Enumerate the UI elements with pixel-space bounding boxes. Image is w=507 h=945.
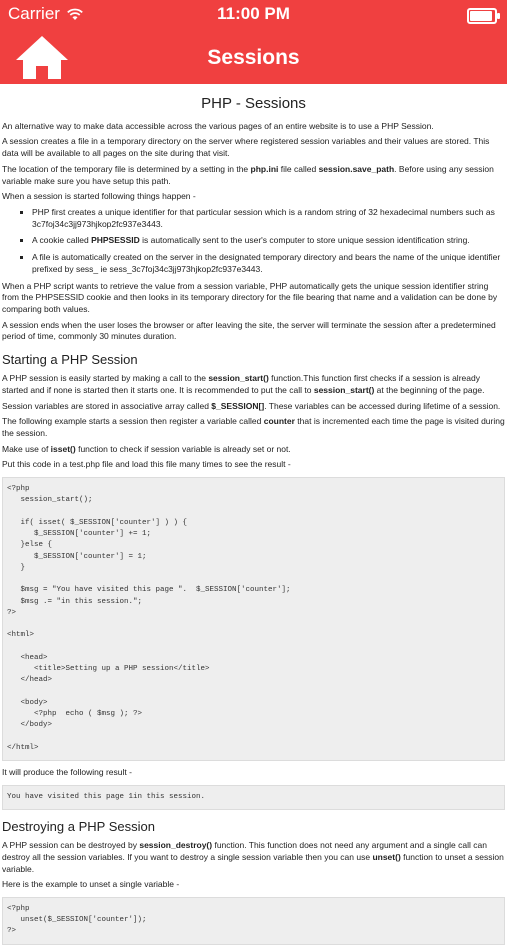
result-block: You have visited this page 1in this session. [2, 785, 505, 810]
carrier-label: Carrier [8, 4, 60, 23]
code-block-session-start: <?php session_start(); if( isset( $_SESSION['counter'] ) ) { $_SESSION['counter'] += 1; }else { $_SESSION['counter'] = 1; } $msg = "You have visited this page ". $_SESSION['counter']; $msg .= "in this session."; ?> <html> <head> <title>Setting up a PHP session</title> </head> <body> <?php echo ( $msg ); ?> </body> </html> [2, 477, 505, 761]
article-content [0, 94, 507, 945]
intro-paragraph: A session creates a file in a temporary directory on the server where registered session variables and their values are stored. This data will be available to all pages on the site during that visit. [2, 136, 490, 159]
when-started-paragraph: When a session is started following things happen - [2, 191, 196, 202]
status-bar [0, 0, 507, 30]
session-steps-list [2, 207, 505, 276]
session-ends-paragraph: A session ends when the user loses the browser or after leaving the site, the server will terminate the session after a predetermined period of time, commonly 30 minutes duration. [2, 319, 496, 342]
battery-level [470, 11, 492, 21]
intro-paragraph: An alternative way to make data accessible across the various pages of an entire website is to use a PHP Session. [2, 120, 434, 131]
paragraph: Put this code in a test.php file and load this file many times to see the result - [2, 459, 291, 470]
code-block-unset: <?php unset($_SESSION['counter']); ?> [2, 897, 505, 945]
battery-icon [467, 8, 497, 24]
section-heading-starting: Starting a PHP Session [2, 352, 138, 368]
paragraph: A PHP session can be destroyed by session_destroy() function. This function does not need any argument and a single call can destroy all the session variables. If you want to destroy a single session variable then you can use unset() function to unset a session variable. [2, 840, 504, 874]
result-intro: It will produce the following result - [2, 767, 132, 778]
page-title: PHP - Sessions [201, 95, 306, 112]
retrieve-paragraph: When a PHP script wants to retrieve the value from a session variable, PHP automatically gets the unique session identifier string from the PHPSESSID cookie and then looks in its temporary directory for the file bearing that name and a validation can be done by comparing both values. [2, 280, 498, 315]
list-item: ▪ A cookie called PHPSESSID is automatically sent to the user's computer to store unique session identification string. [32, 235, 505, 247]
paragraph: The following example starts a session then register a variable called counter that is incremented each time the page is visited during the session. [2, 416, 505, 438]
paragraph: A PHP session is easily started by making a call to the session_start() function.This function first checks if a session is already started and if none is started then it starts one. It is recommended to put the call to session_start() at the beginning of the page. [2, 373, 485, 395]
section-heading-destroying: Destroying a PHP Session [2, 819, 155, 835]
status-time: 11:00 PM [217, 4, 290, 23]
paragraph: Here is the example to unset a single variable - [2, 879, 180, 890]
list-item: ▪ PHP first creates a unique identifier for that particular session which is a random string of 32 hexadecimal numbers such as 3c7foj34c3jj973hjkop2fc937e3443. [32, 207, 505, 230]
app-header [0, 0, 507, 84]
list-item: ▪ A file is automatically created on the server in the designated temporary directory and bears the name of the unique identifier prefixed by sess_ ie sess_3c7foj34c3jj973hjkop2fc937e3443. [32, 252, 505, 275]
location-paragraph: The location of the temporary file is determined by a setting in the php.ini file called session.save_path. Before using any session variable make sure you have setup this path. [2, 163, 494, 186]
paragraph: Make use of isset() function to check if session variable is already set or not. [2, 443, 291, 454]
nav-title: Sessions [207, 46, 300, 69]
paragraph: Session variables are stored in associative array called $_SESSION[]. These variables can be accessed during lifetime of a session. [2, 400, 501, 411]
navigation-bar [0, 30, 507, 84]
